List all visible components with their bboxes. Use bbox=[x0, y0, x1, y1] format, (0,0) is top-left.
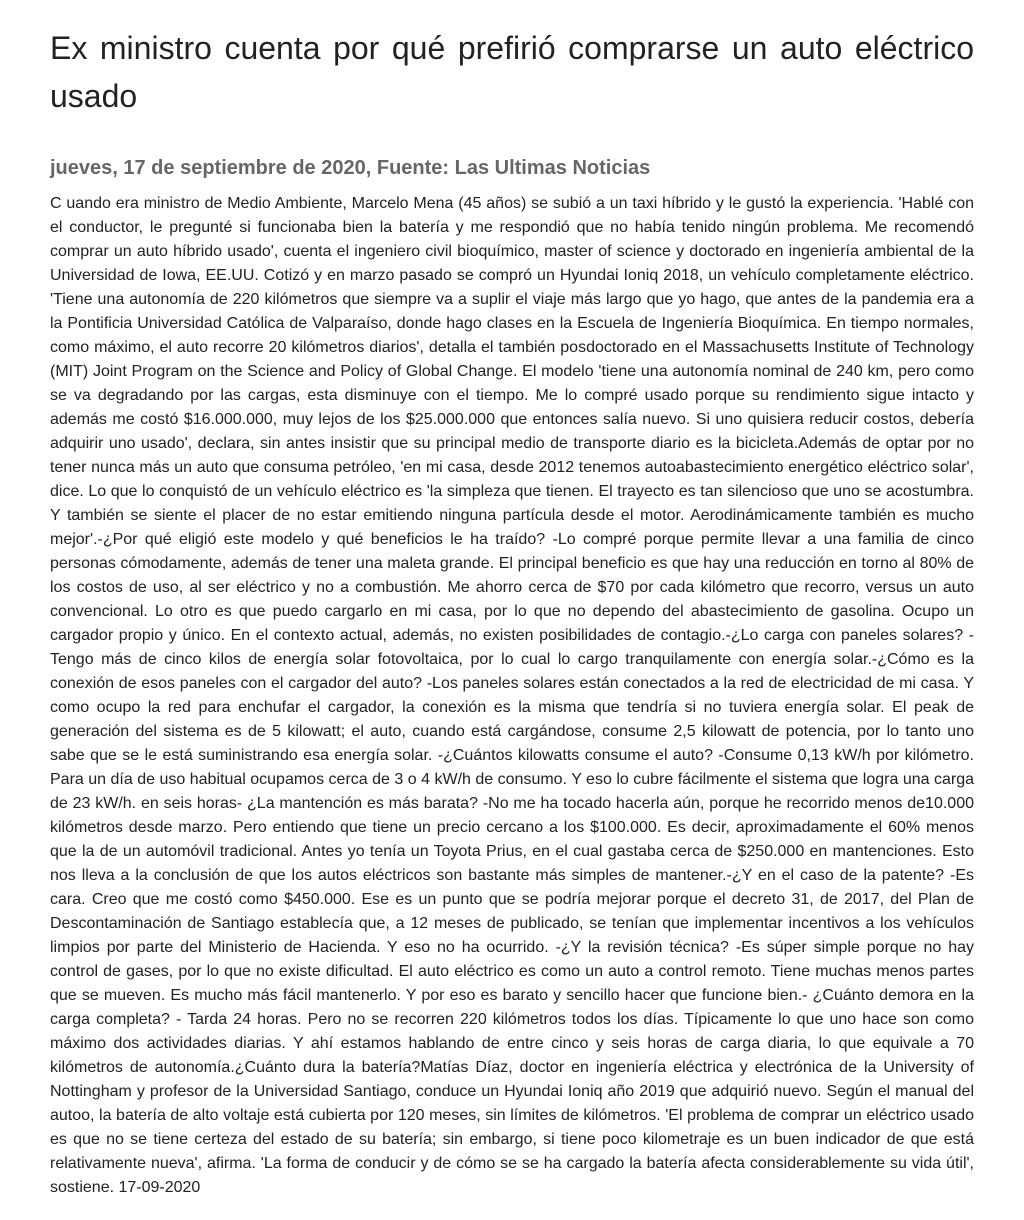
article-body: C uando era ministro de Medio Ambiente, Marcelo Mena (45 años) se subió a un taxi híbrido y le gustó la experiencia. 'Hablé con el conductor, le pregunté si funcionaba bien la batería y me respondió que no había tenido ningún problema. Me recomendó comprar un auto híbrido usado', cuenta el ingeniero civil bioquímico, master of science y doctorado en ingeniería ambiental de la Universidad de Iowa, EE.UU. Cotizó y en marzo pasado se compró un Hyundai Ioniq 2018, un vehículo completamente eléctrico. 'Tiene una autonomía de 220 kilómetros que siempre va a suplir el viaje más largo que yo hago, que antes de la pandemia era a la Pontificia Universidad Católica de Valparaíso, donde hago clases en la Escuela de Ingeniería Bioquímica. En tiempo normales, como máximo, el auto recorre 20 kilómetros diarios', detalla el también posdoctorado en el Massachusetts Institute of Technology (MIT) Joint Program on the Science and Policy of Global Change. El modelo 'tiene una autonomía nominal de 240 km, pero como se va degradando por las cargas, esta disminuye con el tiempo. Me lo compré usado porque su rendimiento sigue intacto y además me costó $16.000.000, muy lejos de los $25.000.000 que entonces salía nuevo. Si uno quisiera reducir costos, debería adquirir uno usado', declara, sin antes insistir que su principal medio de transporte diario es la bicicleta.Además de optar por no tener nunca más un auto que consuma petróleo, 'en mi casa, desde 2012 tenemos autoabastecimiento energético eléctrico solar', dice. Lo que lo conquistó de un vehículo eléctrico es 'la simpleza que tienen. El trayecto es tan silencioso que uno se acostumbra. Y también se siente el placer de no estar emitiendo ninguna partícula desde el motor. Aerodinámicamente también es mucho mejor'.-¿Por qué eligió este modelo y qué beneficios le ha traído? -Lo compré porque permite llevar a una familia de cinco personas cómodamente, además de tener una maleta grande. El principal beneficio es que hay una reducción en torno al 80% de los costos de uso, al ser eléctrico y no a combustión. Me ahorro cerca de $70 por cada kilómetro que recorro, versus un auto convencional. Lo otro es que puedo cargarlo en mi casa, por lo que no dependo del abastecimiento de gasolina. Ocupo un cargador propio y único. En el contexto actual, además, no existen posibilidades de contagio.-¿Lo carga con paneles solares? -Tengo más de cinco kilos de energía solar fotovoltaica, por lo cual lo cargo tranquilamente con energía solar.-¿Cómo es la conexión de esos paneles con el cargador del auto? -Los paneles solares están conectados a la red de electricidad de mi casa. Y como ocupo la red para enchufar el cargador, la conexión es la misma que tendría si no tuviera energía solar. El peak de generación del sistema es de 5 kilowatt; el auto, cuando está cargándose, consume 2,5 kilowatt de potencia, por lo tanto uno sabe que se le está suministrando esa energía solar. -¿Cuántos kilowatts consume el auto? -Consume 0,13 kW/h por kilómetro. Para un día de uso habitual ocupamos cerca de 3 o 4 kW/h de consumo. Y eso lo cubre fácilmente el sistema que logra una carga de 23 kW/h. en seis horas- ¿La mantención es más barata? -No me ha tocado hacerla aún, porque he recorrido menos de10.000 kilómetros desde marzo. Pero entiendo que tiene un precio cercano a los $100.000. Es decir, aproximadamente el 60% menos que la de un automóvil tradicional. Antes yo tenía un Toyota Prius, en el cual gastaba cerca de $250.000 en mantenciones. Esto nos lleva a la conclusión de que los autos eléctricos son bastante más simples de mantener.-¿Y en el caso de la patente? -Es cara. Creo que me costó como $450.000. Ese es un punto que se podría mejorar porque el decreto 31, de 2017, del Plan de Descontaminación de Santiago establecía que, a 12 meses de publicado, se tenían que implementar incentivos a los vehículos limpios por parte del Ministerio de Hacienda. Y eso no ha ocurrido. -¿Y la revisión técnica? -Es súper simple porque no hay control de gases, por lo que no existe dificultad. El auto eléctrico es como un auto a control remoto. Tiene muchas menos partes que se mueven. Es mucho más fácil mantenerlo. Y por eso es barato y sencillo hacer que funcione bien.- ¿Cuánto demora en la carga completa? - Tarda 24 horas. Pero no se recorren 220 kilómetros todos los días. Típicamente lo que uno hace son como máximo dos actividades diarias. Y ahí estamos hablando de entre cinco y seis horas de carga diaria, lo que equivale a 70 kilómetros de autonomía.¿Cuánto dura la batería?Matías Díaz, doctor en ingeniería eléctrica y electrónica de la University of Nottingham y profesor de la Universidad Santiago, conduce un Hyundai Ioniq año 2019 que adquirió nuevo. Según el manual del autoo, la batería de alto voltaje está cubierta por 120 meses, sin límites de kilómetros. 'El problema de comprar un eléctrico usado es que no se tiene certeza del estado de su batería; sin embargo, si tiene poco kilometraje es un buen indicador de que está relativamente nueva', afirma. 'La forma de conducir y de cómo se se ha cargado la batería afecta considerablemente su vida útil', sostiene. 17-09-2020 bbox=[50, 195, 974, 1196]
article bbox=[50, 0, 974, 1200]
article-dateline: jueves, 17 de septiembre de 2020, Fuente: Las Ultimas Noticias bbox=[50, 157, 651, 179]
article-title: Ex ministro cuenta por qué prefirió comprarse un auto eléctrico usado bbox=[50, 30, 974, 114]
